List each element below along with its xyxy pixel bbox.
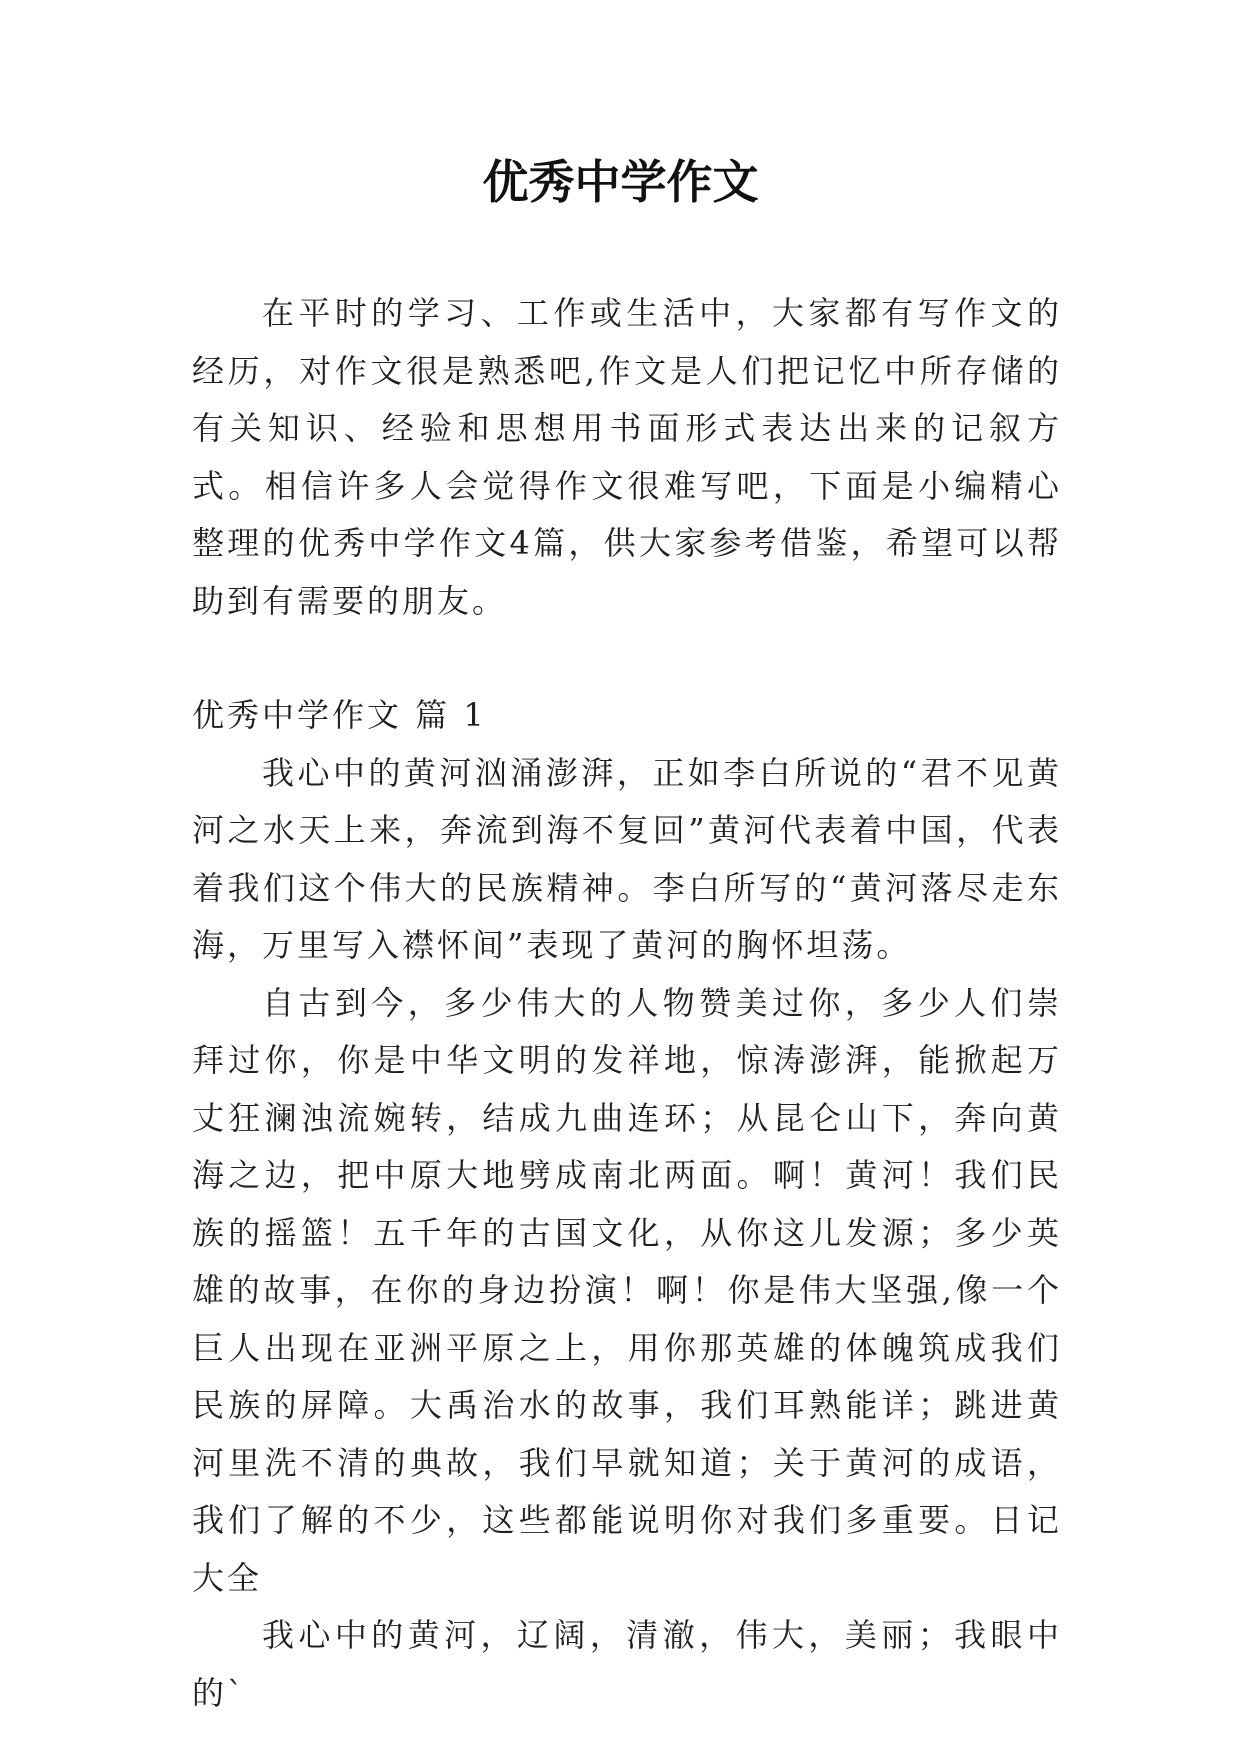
body-paragraph-3: 我心中的黄河，辽阔，清澈，伟大，美丽；我眼中的` [192, 1616, 1062, 1712]
document-body [192, 285, 1062, 1722]
section-heading: 优秀中学作文 篇 1 [192, 696, 487, 734]
intro-paragraph: 在平时的学习、工作或生活中，大家都有写作文的经历，对作文很是熟悉吧,作文是人们把记忆中所存储的有关知识、经验和思想用书面形式表达出来的记叙方式。相信许多人会觉得作文很难写吧，下面是小编精心整理的优秀中学作文4篇，供大家参考借鉴，希望可以帮助到有需要的朋友。 [192, 294, 1062, 620]
document-title: 优秀中学作文 [482, 155, 759, 209]
spacer [192, 630, 1062, 687]
body-paragraph-2: 自古到今，多少伟大的人物赞美过你，多少人们崇拜过你，你是中华文明的发祥地，惊涛澎湃，能掀起万丈狂澜浊流婉转，结成九曲连环；从昆仑山下，奔向黄海之边，把中原大地劈成南北两面。啊！黄河！我们民族的摇篮！五千年的古国文化，从你这儿发源；多少英雄的故事，在你的身边扮演！啊！你是伟大坚强,像一个巨人出现在亚洲平原之上，用你那英雄的体魄筑成我们民族的屏障。大禹治水的故事，我们耳熟能详；跳进黄河里洗不清的典故，我们早就知道；关于黄河的成语，我们了解的不少，这些都能说明你对我们多重要。日记大全 [192, 983, 1062, 1597]
body-paragraph-1: 我心中的黄河汹涌澎湃，正如李白所说的“君不见黄河之水天上来，奔流到海不复回”黄河代表着中国，代表着我们这个伟大的民族精神。李白所写的“黄河落尽走东海，万里写入襟怀间”表现了黄河的胸怀坦荡。 [192, 753, 1062, 964]
